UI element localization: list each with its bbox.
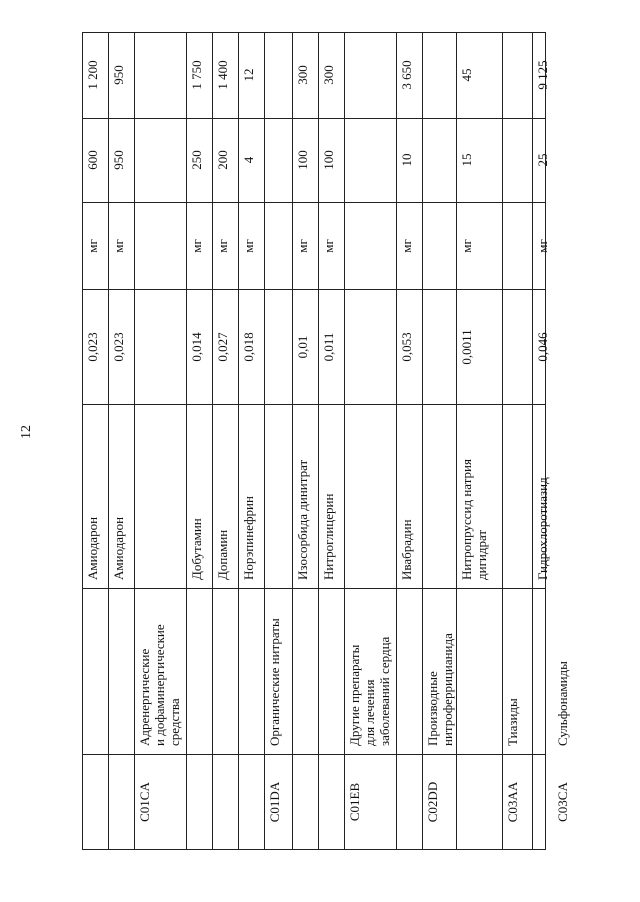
- table-cell-text: [134, 36, 186, 114]
- table-cell-text: мг: [111, 238, 126, 253]
- table-cell-text: Добутамин: [189, 518, 204, 580]
- table-cell-total: [212, 32, 238, 118]
- table-cell-text: Сульфонамиды: [555, 661, 570, 746]
- table-cell-code: [396, 754, 422, 850]
- table-cell-code: [532, 754, 552, 850]
- table-cell-text: 1 200: [85, 60, 100, 90]
- table-cell-group: [396, 588, 422, 754]
- table-cell-text: [456, 592, 502, 750]
- table-cell-text: [552, 36, 566, 114]
- table-cell-text: [502, 206, 532, 285]
- table-cell-text: C03CA: [555, 782, 570, 822]
- table-cell-text: мг: [321, 238, 336, 253]
- table-cell-text: 200: [215, 150, 230, 170]
- table-cell-unit: [238, 202, 264, 289]
- table-cell-text: 0,01: [295, 335, 310, 358]
- table-cell-group: [456, 588, 502, 754]
- table-cell-total: [186, 32, 212, 118]
- table-cell-text: [344, 122, 396, 198]
- table-cell-substance: [532, 404, 552, 588]
- table-cell-text: 0,018: [241, 331, 256, 362]
- table-cell-ddd: [264, 289, 292, 404]
- table-cell-text: [134, 122, 186, 198]
- table-cell-text: 950: [111, 150, 126, 170]
- table-cell-text: 0,0011: [459, 328, 474, 365]
- table-cell-unit: [134, 202, 186, 289]
- table-cell-text: 1 750: [189, 60, 204, 90]
- table-cell-text: [238, 758, 264, 846]
- table-cell-text: Амиодарон: [111, 516, 126, 580]
- table-cell-unit: [396, 202, 422, 289]
- table-cell-text: 0,011: [321, 332, 336, 361]
- table-cell-text: [396, 592, 422, 750]
- table-cell-text: [552, 408, 566, 584]
- table-cell-text: 300: [321, 65, 336, 85]
- table-cell-group: [186, 588, 212, 754]
- table-cell-text: [552, 122, 566, 198]
- table-cell-group: [134, 588, 186, 754]
- table-cell-text: [186, 758, 212, 846]
- table-cell-text: C01EB: [347, 782, 362, 822]
- table-cell-unit: [456, 202, 502, 289]
- table-cell-text: 600: [85, 150, 100, 170]
- table-cell-text: [456, 758, 502, 846]
- table-cell-ddd: [502, 289, 532, 404]
- table-cell-total: [344, 32, 396, 118]
- table-cell-text: Производные нитроферрицианида: [425, 633, 455, 746]
- table-cell-text: [396, 758, 422, 846]
- table-cell-text: Органические нитраты: [267, 618, 282, 746]
- table-cell-unit: [82, 202, 108, 289]
- table-cell-ddd: [212, 289, 238, 404]
- table-cell-unit: [292, 202, 318, 289]
- table-cell-text: Нитропруссид натрия дигидрат: [459, 459, 489, 580]
- table-cell-text: [212, 758, 238, 846]
- table-cell-text: 0,027: [215, 331, 230, 362]
- table-cell-text: мг: [535, 238, 550, 253]
- table-cell-text: [134, 293, 186, 400]
- table-cell-text: мг: [189, 238, 204, 253]
- table-cell-amount: [264, 118, 292, 202]
- table-cell-text: [422, 293, 456, 400]
- table-cell-ddd: [292, 289, 318, 404]
- table-cell-code: [108, 754, 134, 850]
- table-cell-total: [292, 32, 318, 118]
- table-cell-amount: [532, 118, 552, 202]
- table-cell-text: 10: [399, 153, 414, 167]
- table-cell-text: мг: [215, 238, 230, 253]
- table-cell-text: [552, 206, 566, 285]
- table-cell-text: мг: [85, 238, 100, 253]
- table-cell-group: [82, 588, 108, 754]
- table-cell-text: 45: [459, 68, 474, 82]
- table-cell-unit: [318, 202, 344, 289]
- table-cell-text: мг: [399, 238, 414, 253]
- table-cell-group: [552, 588, 570, 754]
- table-cell-substance: [108, 404, 134, 588]
- table-cell-group: [212, 588, 238, 754]
- table-cell-group: [292, 588, 318, 754]
- table-cell-text: 4: [241, 156, 256, 164]
- table-cell-total: [456, 32, 502, 118]
- table-cell-total: [238, 32, 264, 118]
- table-cell-amount: [396, 118, 422, 202]
- table-cell-code: [292, 754, 318, 850]
- table-cell-text: Тиазиды: [505, 698, 520, 746]
- table-cell-text: [82, 758, 108, 846]
- table-cell-ddd: [422, 289, 456, 404]
- table-cell-text: 1 400: [215, 60, 230, 90]
- table-cell-ddd: [396, 289, 422, 404]
- table-cell-text: [502, 293, 532, 400]
- table-cell-text: 100: [295, 150, 310, 170]
- table-cell-text: Ивабрадин: [399, 519, 414, 580]
- table-cell-text: Другие препараты для лечения заболеваний сердца: [347, 636, 392, 746]
- table-cell-total: [108, 32, 134, 118]
- table-cell-code: [264, 754, 292, 850]
- table-cell-amount: [108, 118, 134, 202]
- table-cell-text: 0,014: [189, 331, 204, 362]
- table-cell-text: мг: [295, 238, 310, 253]
- table-cell-total: [552, 32, 566, 118]
- table-cell-code: [134, 754, 186, 850]
- table-cell-text: [264, 122, 292, 198]
- table-cell-substance: [344, 404, 396, 588]
- table-cell-text: [344, 293, 396, 400]
- table-cell-text: C03AA: [505, 781, 520, 823]
- table-cell-code: [186, 754, 212, 850]
- table-cell-text: [82, 592, 108, 750]
- table-cell-text: [318, 592, 344, 750]
- table-cell-text: [238, 592, 264, 750]
- table-cell-text: [422, 36, 456, 114]
- table-cell-substance: [552, 404, 566, 588]
- table-cell-amount: [82, 118, 108, 202]
- table-cell-substance: [422, 404, 456, 588]
- table-cell-amount: [552, 118, 566, 202]
- table-cell-text: 300: [295, 65, 310, 85]
- table-cell-ddd: [456, 289, 502, 404]
- table-cell-substance: [396, 404, 422, 588]
- table-cell-text: [134, 206, 186, 285]
- table-cell-ddd: [238, 289, 264, 404]
- table-cell-substance: [318, 404, 344, 588]
- table-cell-code: [82, 754, 108, 850]
- table-cell-text: Амиодарон: [85, 516, 100, 580]
- table-cell-amount: [502, 118, 532, 202]
- table-cell-group: [108, 588, 134, 754]
- table-cell-ddd: [82, 289, 108, 404]
- table-cell-total: [502, 32, 532, 118]
- table-cell-ddd: [552, 289, 566, 404]
- table-cell-text: [344, 206, 396, 285]
- table-cell-text: 0,053: [399, 331, 414, 362]
- table-cell-amount: [318, 118, 344, 202]
- table-cell-text: [292, 758, 318, 846]
- table-cell-text: C01CA: [137, 782, 152, 822]
- table-cell-text: [552, 293, 566, 400]
- table-cell-unit: [502, 202, 532, 289]
- table-cell-text: 0,023: [85, 331, 100, 362]
- table-cell-text: 100: [321, 150, 336, 170]
- table-cell-text: [134, 408, 186, 584]
- table-cell-ddd: [532, 289, 552, 404]
- table-cell-code: [456, 754, 502, 850]
- table-cell-unit: [212, 202, 238, 289]
- table-cell-text: [422, 122, 456, 198]
- table-cell-total: [318, 32, 344, 118]
- table-cell-text: [344, 36, 396, 114]
- table-cell-code: [212, 754, 238, 850]
- table-cell-group: [532, 588, 552, 754]
- table-cell-code: [422, 754, 456, 850]
- table-cell-group: [318, 588, 344, 754]
- table-cell-ddd: [134, 289, 186, 404]
- document-table: [82, 32, 570, 850]
- table-cell-text: Нитроглицерин: [321, 493, 336, 580]
- table-cell-total: [422, 32, 456, 118]
- table-cell-text: [532, 592, 552, 750]
- table-cell-substance: [264, 404, 292, 588]
- table-cell-text: Гидрохлоротиазид: [535, 477, 550, 580]
- table-cell-text: мг: [241, 238, 256, 253]
- table-cell-text: [108, 758, 134, 846]
- table-cell-text: C01DA: [267, 781, 282, 823]
- table-cell-code: [318, 754, 344, 850]
- table-cell-unit: [264, 202, 292, 289]
- table-cell-code: [502, 754, 532, 850]
- table-cell-text: 25: [535, 153, 550, 167]
- table-cell-substance: [134, 404, 186, 588]
- table-cell-text: Изосорбида динитрат: [295, 459, 310, 580]
- table-cell-substance: [292, 404, 318, 588]
- table-cell-unit: [532, 202, 552, 289]
- table-cell-substance: [502, 404, 532, 588]
- table-cell-text: 250: [189, 150, 204, 170]
- table-cell-text: [422, 408, 456, 584]
- table-cell-substance: [186, 404, 212, 588]
- table-cell-amount: [344, 118, 396, 202]
- table-cell-text: [502, 408, 532, 584]
- table-cell-code: [344, 754, 396, 850]
- table-cell-text: 3 650: [399, 60, 414, 90]
- table-cell-substance: [82, 404, 108, 588]
- table-cell-total: [532, 32, 552, 118]
- table-cell-amount: [238, 118, 264, 202]
- table-cell-text: [264, 206, 292, 285]
- table-cell-text: C02DD: [425, 781, 440, 823]
- table-cell-text: 950: [111, 65, 126, 85]
- table-cell-ddd: [344, 289, 396, 404]
- table-cell-text: [264, 293, 292, 400]
- table-cell-text: [532, 758, 552, 846]
- table-cell-unit: [186, 202, 212, 289]
- table-cell-total: [396, 32, 422, 118]
- table-cell-group: [264, 588, 292, 754]
- table-cell-substance: [238, 404, 264, 588]
- table-cell-text: [502, 36, 532, 114]
- table-cell-text: 0,046: [535, 331, 550, 362]
- table-cell-unit: [422, 202, 456, 289]
- table-cell-amount: [292, 118, 318, 202]
- table-cell-text: 12: [241, 68, 256, 82]
- table-cell-unit: [344, 202, 396, 289]
- table-cell-unit: [108, 202, 134, 289]
- table-cell-text: [108, 592, 134, 750]
- table-cell-total: [264, 32, 292, 118]
- table-cell-text: [212, 592, 238, 750]
- table-cell-code: [238, 754, 264, 850]
- table-cell-text: 0,023: [111, 331, 126, 362]
- table-cell-total: [82, 32, 108, 118]
- table-cell-text: [292, 592, 318, 750]
- table-cell-text: [344, 408, 396, 584]
- table-cell-group: [238, 588, 264, 754]
- table-cell-text: [318, 758, 344, 846]
- table-cell-text: [502, 122, 532, 198]
- table-cell-text: [422, 206, 456, 285]
- page-number: 12: [19, 425, 34, 439]
- table-cell-text: Допамин: [215, 529, 230, 580]
- table-cell-code: [552, 754, 570, 850]
- table-cell-substance: [456, 404, 502, 588]
- table-cell-group: [344, 588, 396, 754]
- table-cell-text: Адренергические и дофаминергические средства: [137, 624, 182, 746]
- table-cell-group: [422, 588, 456, 754]
- table-cell-amount: [456, 118, 502, 202]
- table-cell-text: 15: [459, 153, 474, 167]
- table-cell-amount: [422, 118, 456, 202]
- table-cell-amount: [134, 118, 186, 202]
- table-cell-text: [264, 408, 292, 584]
- table-cell-ddd: [108, 289, 134, 404]
- table-cell-text: [264, 36, 292, 114]
- table-cell-total: [134, 32, 186, 118]
- table-cell-substance: [212, 404, 238, 588]
- table-cell-ddd: [186, 289, 212, 404]
- table-cell-ddd: [318, 289, 344, 404]
- table-cell-text: мг: [459, 238, 474, 253]
- table-cell-text: Норэпинефрин: [241, 496, 256, 580]
- table-cell-unit: [552, 202, 566, 289]
- table-cell-amount: [186, 118, 212, 202]
- table-cell-text: [186, 592, 212, 750]
- table-cell-text: 9 125: [535, 60, 550, 90]
- table-cell-group: [502, 588, 532, 754]
- table-cell-amount: [212, 118, 238, 202]
